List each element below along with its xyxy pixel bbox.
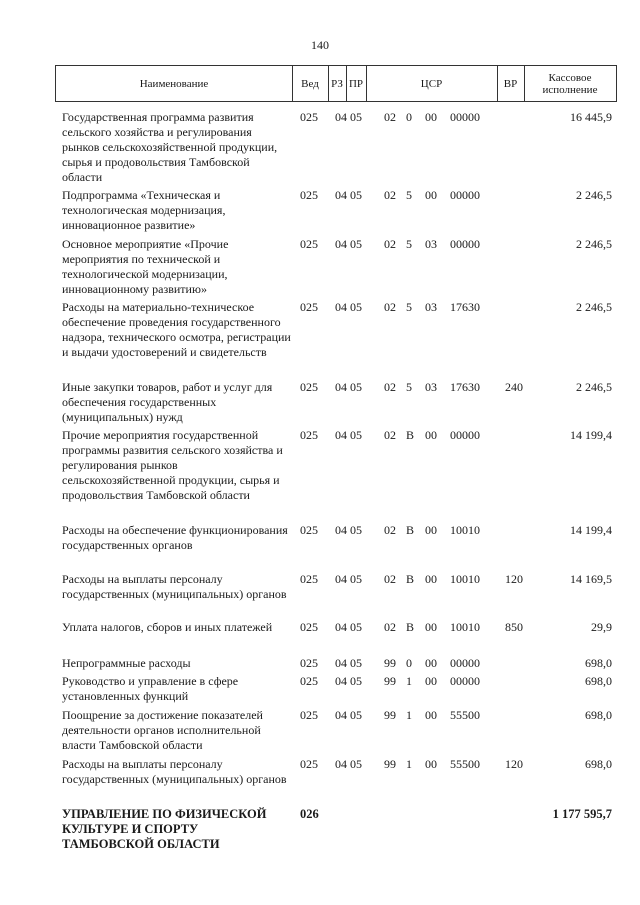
row-csr-program: 02	[384, 110, 396, 124]
row-ved: 025	[300, 237, 318, 251]
row-rz: 04	[335, 708, 347, 722]
row-csr-direction: 10010	[450, 620, 480, 634]
row-ved: 025	[300, 188, 318, 202]
row-ved: 025	[300, 572, 318, 586]
row-csr-subprogram: 5	[406, 237, 412, 251]
row-csr-direction: 17630	[450, 380, 480, 394]
row-csr-direction: 17630	[450, 300, 480, 314]
row-name: Основное мероприятие «Прочие мероприятия по технической и технологической модернизации, инновационному развитию»	[62, 237, 229, 296]
row-sum: 698,0	[585, 708, 612, 722]
row-ved: 025	[300, 380, 318, 394]
row-vr: 240	[505, 380, 523, 394]
header-sum: Кассовое исполнение	[542, 71, 598, 96]
row-csr-direction: 00000	[450, 110, 480, 124]
row-csr-event: 00	[425, 620, 437, 634]
row-vr: 120	[505, 757, 523, 771]
row-csr-subprogram: 1	[406, 674, 412, 688]
row-csr-subprogram: 5	[406, 380, 412, 394]
row-ved: 025	[300, 656, 318, 670]
row-sum: 14 199,4	[570, 523, 612, 537]
header-csr: ЦСР	[420, 77, 443, 90]
row-csr-program: 99	[384, 708, 396, 722]
row-pr: 05	[350, 300, 362, 314]
row-name: Государственная программа развития сельского хозяйства и регулирования рынков сельскохозяйственной продукции, сырья и продовольствия Тамбовской области	[62, 110, 278, 184]
row-csr-direction: 10010	[450, 523, 480, 537]
row-sum: 29,9	[591, 620, 612, 634]
row-csr-subprogram: 0	[406, 656, 412, 670]
row-csr-direction: 00000	[450, 674, 480, 688]
row-csr-program: 99	[384, 656, 396, 670]
row-csr-program: 02	[384, 380, 396, 394]
row-ved: 025	[300, 620, 318, 634]
row-pr: 05	[350, 572, 362, 586]
row-csr-event: 00	[425, 523, 437, 537]
row-pr: 05	[350, 428, 362, 442]
row-ved: 025	[300, 757, 318, 771]
row-name: Уплата налогов, сборов и иных платежей	[62, 620, 273, 634]
row-csr-subprogram: В	[406, 620, 415, 634]
page-number: 140	[311, 38, 329, 52]
header-vr: ВР	[503, 77, 518, 90]
row-sum: 2 246,5	[576, 300, 612, 314]
row-sum: 698,0	[585, 757, 612, 771]
row-pr: 05	[350, 620, 362, 634]
row-csr-program: 02	[384, 572, 396, 586]
row-csr-event: 03	[425, 380, 437, 394]
row-csr-program: 99	[384, 757, 396, 771]
row-csr-direction: 00000	[450, 188, 480, 202]
header-pr: ПР	[348, 77, 364, 90]
row-csr-program: 02	[384, 523, 396, 537]
row-name: Руководство и управление в сфере установленных функций	[62, 674, 239, 703]
row-csr-subprogram: 5	[406, 300, 412, 314]
row-csr-program: 99	[384, 674, 396, 688]
row-pr: 05	[350, 674, 362, 688]
row-csr-direction: 00000	[450, 656, 480, 670]
row-csr-program: 02	[384, 428, 396, 442]
row-ved: 025	[300, 674, 318, 688]
row-csr-subprogram: 1	[406, 708, 412, 722]
row-pr: 05	[350, 757, 362, 771]
row-name: Прочие мероприятия государственной программы развития сельского хозяйства и регулирования рынков сельскохозяйственной продукции, сырья и продовольствия Тамбовской области	[62, 428, 283, 502]
row-csr-direction: 55500	[450, 708, 480, 722]
row-csr-direction: 55500	[450, 757, 480, 771]
row-vr: 120	[505, 572, 523, 586]
row-ved: 025	[300, 110, 318, 124]
row-ved: 026	[300, 807, 319, 821]
row-csr-program: 02	[384, 620, 396, 634]
row-csr-event: 03	[425, 237, 437, 251]
row-sum: 698,0	[585, 656, 612, 670]
row-rz: 04	[335, 380, 347, 394]
row-name: Поощрение за достижение показателей деятельности органов исполнительной власти Тамбовской области	[62, 708, 263, 752]
row-name: Иные закупки товаров, работ и услуг для обеспечения государственных (муниципальных) нужд	[62, 380, 273, 424]
row-rz: 04	[335, 757, 347, 771]
row-name: Расходы на выплаты персоналу государственных (муниципальных) органов	[62, 572, 287, 601]
row-pr: 05	[350, 708, 362, 722]
row-name: Расходы на обеспечение функционирования государственных органов	[62, 523, 288, 552]
row-csr-program: 02	[384, 237, 396, 251]
row-rz: 04	[335, 674, 347, 688]
row-csr-subprogram: В	[406, 428, 415, 442]
row-pr: 05	[350, 237, 362, 251]
row-csr-program: 02	[384, 300, 396, 314]
row-pr: 05	[350, 380, 362, 394]
row-rz: 04	[335, 523, 347, 537]
row-ved: 025	[300, 523, 318, 537]
row-csr-event: 03	[425, 300, 437, 314]
row-csr-subprogram: 0	[406, 110, 412, 124]
row-rz: 04	[335, 620, 347, 634]
row-pr: 05	[350, 656, 362, 670]
row-csr-event: 00	[425, 708, 437, 722]
row-rz: 04	[335, 572, 347, 586]
row-rz: 04	[335, 656, 347, 670]
row-pr: 05	[350, 523, 362, 537]
row-csr-direction: 00000	[450, 428, 480, 442]
row-sum: 1 177 595,7	[552, 807, 612, 821]
row-pr: 05	[350, 188, 362, 202]
row-name: Непрограммные расходы	[62, 656, 191, 670]
row-rz: 04	[335, 428, 347, 442]
row-csr-event: 00	[425, 572, 437, 586]
row-pr: 05	[350, 110, 362, 124]
row-vr: 850	[505, 620, 523, 634]
row-name: Расходы на материально-техническое обеспечение проведения государственного надзора, технического осмотра, регистрации и выдачи удостоверений и свидетельств	[62, 300, 291, 359]
row-sum: 14 199,4	[570, 428, 612, 442]
row-name: УПРАВЛЕНИЕ ПО ФИЗИЧЕСКОЙ КУЛЬТУРЕ И СПОРТУ ТАМБОВСКОЙ ОБЛАСТИ	[62, 807, 267, 851]
row-ved: 025	[300, 708, 318, 722]
row-sum: 16 445,9	[570, 110, 612, 124]
row-csr-event: 00	[425, 188, 437, 202]
row-csr-event: 00	[425, 757, 437, 771]
header-rz: РЗ	[331, 77, 343, 90]
row-csr-subprogram: 1	[406, 757, 412, 771]
row-name: Подпрограмма «Техническая и технологическая модернизация, инновационное развитие»	[62, 188, 226, 232]
row-csr-subprogram: В	[406, 572, 415, 586]
row-csr-event: 00	[425, 110, 437, 124]
row-csr-subprogram: 5	[406, 188, 412, 202]
row-sum: 2 246,5	[576, 237, 612, 251]
row-csr-direction: 00000	[450, 237, 480, 251]
header-ved: Вед	[301, 77, 319, 90]
row-name: Расходы на выплаты персоналу государственных (муниципальных) органов	[62, 757, 287, 786]
row-csr-event: 00	[425, 656, 437, 670]
row-sum: 2 246,5	[576, 380, 612, 394]
row-csr-subprogram: В	[406, 523, 415, 537]
row-csr-event: 00	[425, 428, 437, 442]
row-ved: 025	[300, 300, 318, 314]
row-sum: 698,0	[585, 674, 612, 688]
row-rz: 04	[335, 110, 347, 124]
row-rz: 04	[335, 237, 347, 251]
header-name: Наименование	[139, 77, 209, 90]
row-csr-program: 02	[384, 188, 396, 202]
row-sum: 2 246,5	[576, 188, 612, 202]
row-rz: 04	[335, 188, 347, 202]
row-csr-event: 00	[425, 674, 437, 688]
row-ved: 025	[300, 428, 318, 442]
row-csr-direction: 10010	[450, 572, 480, 586]
row-rz: 04	[335, 300, 347, 314]
row-sum: 14 169,5	[570, 572, 612, 586]
